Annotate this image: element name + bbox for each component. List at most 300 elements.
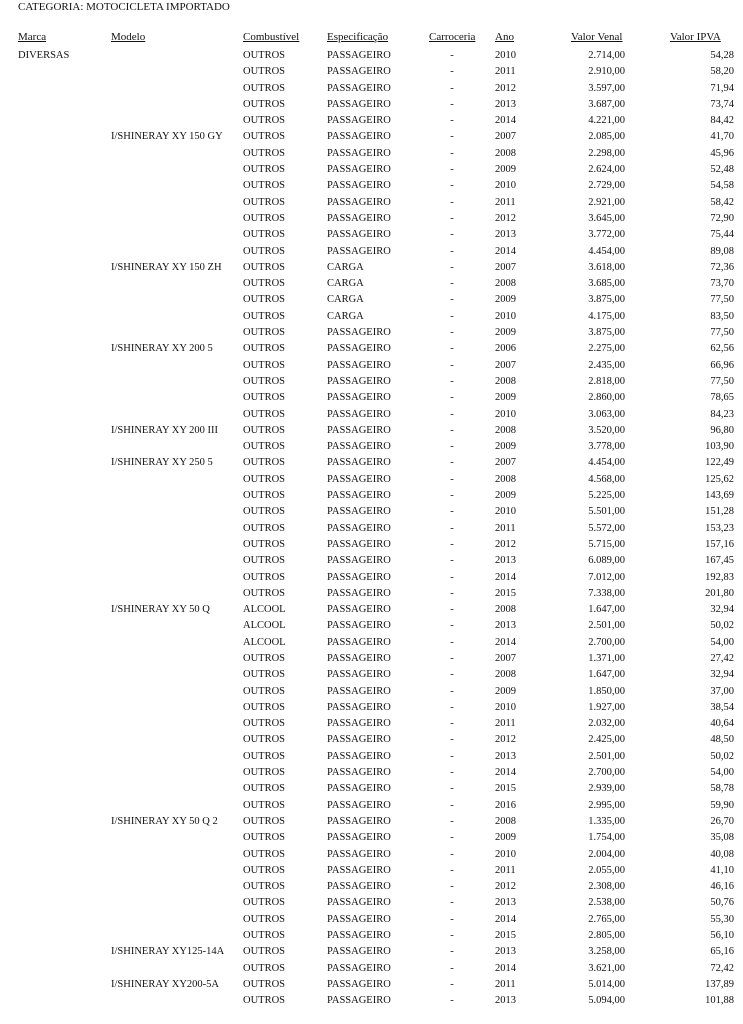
table-row xyxy=(0,635,743,651)
table-row xyxy=(0,618,743,634)
cell-carroceria: - xyxy=(450,734,454,746)
table-row xyxy=(0,895,743,911)
header-especificacao: Especificação xyxy=(327,31,389,43)
table-row xyxy=(0,602,743,618)
cell-especificacao: PASSAGEIRO xyxy=(327,881,391,893)
cell-valor-venal: 2.298,00 xyxy=(588,147,625,159)
cell-carroceria: - xyxy=(450,864,454,876)
cell-especificacao: PASSAGEIRO xyxy=(327,799,391,811)
header-carroceria: Carroceria xyxy=(429,31,476,43)
cell-especificacao: PASSAGEIRO xyxy=(327,930,391,942)
cell-valor-venal: 4.221,00 xyxy=(588,115,625,127)
cell-especificacao: PASSAGEIRO xyxy=(327,229,391,241)
cell-valor-venal: 1.754,00 xyxy=(588,832,625,844)
cell-valor-venal: 3.621,00 xyxy=(588,962,625,974)
cell-valor-ipva: 45,96 xyxy=(710,147,734,159)
cell-ano: 2010 xyxy=(495,701,516,713)
cell-valor-ipva: 72,42 xyxy=(710,962,734,974)
cell-carroceria: - xyxy=(450,359,454,371)
cell-combustivel: OUTROS xyxy=(243,767,286,779)
cell-carroceria: - xyxy=(450,327,454,339)
cell-carroceria: - xyxy=(450,261,454,273)
cell-valor-venal: 1.647,00 xyxy=(588,604,625,616)
cell-combustivel: OUTROS xyxy=(243,799,286,811)
cell-ano: 2013 xyxy=(495,98,516,110)
cell-valor-venal: 5.014,00 xyxy=(588,978,625,990)
cell-especificacao: CARGA xyxy=(327,278,364,290)
cell-carroceria: - xyxy=(450,881,454,893)
table-row xyxy=(0,993,743,1009)
cell-especificacao: PASSAGEIRO xyxy=(327,555,391,567)
table-row xyxy=(0,227,743,243)
cell-ano: 2013 xyxy=(495,897,516,909)
cell-especificacao: PASSAGEIRO xyxy=(327,832,391,844)
cell-valor-venal: 1.335,00 xyxy=(588,815,625,827)
cell-valor-venal: 2.435,00 xyxy=(588,359,625,371)
cell-carroceria: - xyxy=(450,815,454,827)
cell-valor-ipva: 54,58 xyxy=(710,180,734,192)
cell-especificacao: PASSAGEIRO xyxy=(327,767,391,779)
table-row xyxy=(0,667,743,683)
table-row xyxy=(0,439,743,455)
cell-carroceria: - xyxy=(450,783,454,795)
table-row xyxy=(0,537,743,553)
cell-carroceria: - xyxy=(450,848,454,860)
cell-especificacao: PASSAGEIRO xyxy=(327,506,391,518)
cell-especificacao: PASSAGEIRO xyxy=(327,343,391,355)
cell-combustivel: OUTROS xyxy=(243,995,286,1007)
cell-ano: 2012 xyxy=(495,82,516,94)
cell-valor-ipva: 137,89 xyxy=(705,978,734,990)
cell-especificacao: PASSAGEIRO xyxy=(327,571,391,583)
table-row xyxy=(0,586,743,602)
cell-carroceria: - xyxy=(450,995,454,1007)
cell-carroceria: - xyxy=(450,652,454,664)
cell-valor-venal: 2.085,00 xyxy=(588,131,625,143)
cell-valor-venal: 6.089,00 xyxy=(588,555,625,567)
table-row xyxy=(0,863,743,879)
cell-combustivel: OUTROS xyxy=(243,147,286,159)
cell-valor-ipva: 201,80 xyxy=(705,587,734,599)
cell-combustivel: OUTROS xyxy=(243,506,286,518)
cell-valor-ipva: 192,83 xyxy=(705,571,734,583)
cell-combustivel: OUTROS xyxy=(243,718,286,730)
cell-especificacao: PASSAGEIRO xyxy=(327,848,391,860)
cell-especificacao: PASSAGEIRO xyxy=(327,897,391,909)
table-row xyxy=(0,129,743,145)
cell-carroceria: - xyxy=(450,506,454,518)
cell-valor-ipva: 143,69 xyxy=(705,490,734,502)
cell-especificacao: PASSAGEIRO xyxy=(327,115,391,127)
table-row xyxy=(0,570,743,586)
cell-combustivel: OUTROS xyxy=(243,946,286,958)
cell-combustivel: OUTROS xyxy=(243,881,286,893)
cell-especificacao: PASSAGEIRO xyxy=(327,147,391,159)
cell-carroceria: - xyxy=(450,180,454,192)
cell-valor-venal: 3.520,00 xyxy=(588,424,625,436)
cell-carroceria: - xyxy=(450,82,454,94)
cell-combustivel: OUTROS xyxy=(243,734,286,746)
table-row xyxy=(0,651,743,667)
cell-carroceria: - xyxy=(450,946,454,958)
cell-especificacao: PASSAGEIRO xyxy=(327,718,391,730)
cell-valor-venal: 3.875,00 xyxy=(588,294,625,306)
cell-valor-ipva: 89,08 xyxy=(710,245,734,257)
cell-valor-venal: 2.729,00 xyxy=(588,180,625,192)
cell-valor-venal: 3.258,00 xyxy=(588,946,625,958)
cell-valor-venal: 2.700,00 xyxy=(588,767,625,779)
cell-ano: 2013 xyxy=(495,750,516,762)
table-row xyxy=(0,309,743,325)
cell-ano: 2011 xyxy=(495,66,516,78)
cell-ano: 2011 xyxy=(495,196,516,208)
cell-valor-ipva: 50,02 xyxy=(710,620,734,632)
cell-valor-ipva: 167,45 xyxy=(705,555,734,567)
table-row xyxy=(0,358,743,374)
cell-especificacao: PASSAGEIRO xyxy=(327,750,391,762)
cell-especificacao: PASSAGEIRO xyxy=(327,783,391,795)
cell-ano: 2008 xyxy=(495,147,516,159)
cell-valor-ipva: 77,50 xyxy=(710,375,734,387)
cell-valor-ipva: 65,16 xyxy=(710,946,734,958)
cell-carroceria: - xyxy=(450,473,454,485)
cell-modelo: I/SHINERAY XY 150 GY xyxy=(111,131,223,143)
cell-combustivel: OUTROS xyxy=(243,473,286,485)
cell-carroceria: - xyxy=(450,196,454,208)
cell-ano: 2014 xyxy=(495,245,516,257)
cell-combustivel: OUTROS xyxy=(243,375,286,387)
cell-valor-ipva: 32,94 xyxy=(710,669,734,681)
cell-especificacao: PASSAGEIRO xyxy=(327,652,391,664)
cell-ano: 2014 xyxy=(495,767,516,779)
cell-valor-venal: 5.572,00 xyxy=(588,522,625,534)
cell-especificacao: PASSAGEIRO xyxy=(327,701,391,713)
cell-valor-ipva: 26,70 xyxy=(710,815,734,827)
cell-carroceria: - xyxy=(450,913,454,925)
cell-combustivel: OUTROS xyxy=(243,245,286,257)
cell-combustivel: OUTROS xyxy=(243,815,286,827)
cell-modelo: I/SHINERAY XY 50 Q 2 xyxy=(111,815,218,827)
cell-valor-venal: 1.371,00 xyxy=(588,652,625,664)
cell-carroceria: - xyxy=(450,538,454,550)
cell-valor-venal: 2.501,00 xyxy=(588,620,625,632)
cell-ano: 2009 xyxy=(495,441,516,453)
cell-combustivel: ALCOOL xyxy=(243,604,286,616)
cell-combustivel: OUTROS xyxy=(243,98,286,110)
cell-combustivel: OUTROS xyxy=(243,848,286,860)
table-row xyxy=(0,521,743,537)
cell-especificacao: PASSAGEIRO xyxy=(327,50,391,61)
cell-ano: 2007 xyxy=(495,457,516,469)
cell-valor-ipva: 27,42 xyxy=(710,652,734,664)
cell-combustivel: OUTROS xyxy=(243,408,286,420)
cell-carroceria: - xyxy=(450,408,454,420)
cell-valor-venal: 2.700,00 xyxy=(588,636,625,648)
cell-valor-venal: 2.805,00 xyxy=(588,930,625,942)
cell-especificacao: PASSAGEIRO xyxy=(327,669,391,681)
cell-carroceria: - xyxy=(450,147,454,159)
cell-especificacao: CARGA xyxy=(327,294,364,306)
table-row xyxy=(0,749,743,765)
table-row xyxy=(0,162,743,178)
cell-valor-venal: 3.597,00 xyxy=(588,82,625,94)
cell-combustivel: OUTROS xyxy=(243,538,286,550)
cell-valor-venal: 2.032,00 xyxy=(588,718,625,730)
cell-carroceria: - xyxy=(450,978,454,990)
cell-valor-ipva: 37,00 xyxy=(710,685,734,697)
cell-carroceria: - xyxy=(450,750,454,762)
cell-combustivel: OUTROS xyxy=(243,359,286,371)
cell-ano: 2011 xyxy=(495,864,516,876)
cell-especificacao: PASSAGEIRO xyxy=(327,636,391,648)
cell-combustivel: OUTROS xyxy=(243,783,286,795)
table-row xyxy=(0,504,743,520)
cell-especificacao: CARGA xyxy=(327,261,364,273)
cell-carroceria: - xyxy=(450,571,454,583)
cell-ano: 2008 xyxy=(495,424,516,436)
cell-combustivel: OUTROS xyxy=(243,685,286,697)
table-row xyxy=(0,961,743,977)
cell-valor-venal: 2.624,00 xyxy=(588,164,625,176)
cell-especificacao: PASSAGEIRO xyxy=(327,815,391,827)
cell-valor-ipva: 59,90 xyxy=(710,799,734,811)
cell-ano: 2012 xyxy=(495,734,516,746)
cell-combustivel: OUTROS xyxy=(243,82,286,94)
cell-combustivel: OUTROS xyxy=(243,212,286,224)
cell-ano: 2009 xyxy=(495,164,516,176)
cell-valor-ipva: 101,88 xyxy=(705,995,734,1007)
cell-ano: 2014 xyxy=(495,636,516,648)
cell-carroceria: - xyxy=(450,701,454,713)
cell-combustivel: OUTROS xyxy=(243,180,286,192)
cell-ano: 2007 xyxy=(495,359,516,371)
cell-especificacao: PASSAGEIRO xyxy=(327,98,391,110)
table-row xyxy=(0,944,743,960)
cell-valor-venal: 3.875,00 xyxy=(588,327,625,339)
table-row xyxy=(0,847,743,863)
category-title: CATEGORIA: MOTOCICLETA IMPORTADO xyxy=(18,1,230,13)
cell-especificacao: PASSAGEIRO xyxy=(327,490,391,502)
cell-combustivel: OUTROS xyxy=(243,701,286,713)
cell-valor-venal: 4.454,00 xyxy=(588,245,625,257)
cell-valor-venal: 5.225,00 xyxy=(588,490,625,502)
cell-especificacao: PASSAGEIRO xyxy=(327,196,391,208)
cell-carroceria: - xyxy=(450,897,454,909)
cell-ano: 2013 xyxy=(495,995,516,1007)
cell-carroceria: - xyxy=(450,930,454,942)
table-row xyxy=(0,97,743,113)
table-row xyxy=(0,260,743,276)
cell-modelo: I/SHINERAY XY200-5A xyxy=(111,978,220,990)
cell-valor-ipva: 35,08 xyxy=(710,832,734,844)
cell-especificacao: PASSAGEIRO xyxy=(327,82,391,94)
cell-valor-ipva: 122,49 xyxy=(705,457,734,469)
cell-valor-ipva: 48,50 xyxy=(710,734,734,746)
table-row xyxy=(0,423,743,439)
table-row xyxy=(0,684,743,700)
cell-especificacao: PASSAGEIRO xyxy=(327,66,391,78)
table-row xyxy=(0,407,743,423)
cell-carroceria: - xyxy=(450,441,454,453)
cell-especificacao: PASSAGEIRO xyxy=(327,946,391,958)
cell-valor-ipva: 151,28 xyxy=(705,506,734,518)
cell-valor-venal: 7.338,00 xyxy=(588,587,625,599)
cell-combustivel: OUTROS xyxy=(243,555,286,567)
cell-valor-venal: 3.645,00 xyxy=(588,212,625,224)
cell-especificacao: PASSAGEIRO xyxy=(327,375,391,387)
cell-valor-venal: 4.175,00 xyxy=(588,310,625,322)
cell-combustivel: OUTROS xyxy=(243,343,286,355)
table-row xyxy=(0,64,743,80)
cell-valor-venal: 2.818,00 xyxy=(588,375,625,387)
cell-ano: 2013 xyxy=(495,555,516,567)
cell-ano: 2013 xyxy=(495,946,516,958)
cell-ano: 2008 xyxy=(495,815,516,827)
cell-valor-venal: 2.939,00 xyxy=(588,783,625,795)
cell-ano: 2015 xyxy=(495,930,516,942)
cell-valor-venal: 5.094,00 xyxy=(588,995,625,1007)
cell-ano: 2009 xyxy=(495,832,516,844)
cell-carroceria: - xyxy=(450,685,454,697)
cell-combustivel: OUTROS xyxy=(243,50,286,61)
cell-ano: 2010 xyxy=(495,408,516,420)
cell-valor-ipva: 73,70 xyxy=(710,278,734,290)
cell-modelo: I/SHINERAY XY125-14A xyxy=(111,946,225,958)
cell-combustivel: OUTROS xyxy=(243,962,286,974)
cell-combustivel: OUTROS xyxy=(243,115,286,127)
cell-valor-ipva: 103,90 xyxy=(705,441,734,453)
cell-carroceria: - xyxy=(450,669,454,681)
cell-valor-venal: 1.927,00 xyxy=(588,701,625,713)
cell-ano: 2015 xyxy=(495,783,516,795)
table-row xyxy=(0,700,743,716)
cell-especificacao: PASSAGEIRO xyxy=(327,995,391,1007)
cell-valor-venal: 2.538,00 xyxy=(588,897,625,909)
cell-especificacao: PASSAGEIRO xyxy=(327,604,391,616)
cell-especificacao: PASSAGEIRO xyxy=(327,962,391,974)
cell-valor-venal: 3.618,00 xyxy=(588,261,625,273)
cell-modelo: I/SHINERAY XY 250 5 xyxy=(111,457,213,469)
cell-ano: 2007 xyxy=(495,652,516,664)
cell-carroceria: - xyxy=(450,115,454,127)
cell-carroceria: - xyxy=(450,522,454,534)
cell-ano: 2016 xyxy=(495,799,516,811)
cell-carroceria: - xyxy=(450,66,454,78)
cell-carroceria: - xyxy=(450,278,454,290)
cell-especificacao: PASSAGEIRO xyxy=(327,180,391,192)
table-row xyxy=(0,390,743,406)
cell-valor-ipva: 52,48 xyxy=(710,164,734,176)
cell-combustivel: OUTROS xyxy=(243,864,286,876)
cell-ano: 2011 xyxy=(495,522,516,534)
cell-especificacao: PASSAGEIRO xyxy=(327,408,391,420)
cell-combustivel: OUTROS xyxy=(243,424,286,436)
cell-valor-ipva: 38,54 xyxy=(710,701,734,713)
cell-valor-ipva: 71,94 xyxy=(710,82,734,94)
cell-ano: 2012 xyxy=(495,538,516,550)
cell-ano: 2011 xyxy=(495,978,516,990)
cell-valor-ipva: 83,50 xyxy=(710,310,734,322)
cell-valor-venal: 4.454,00 xyxy=(588,457,625,469)
cell-valor-ipva: 46,16 xyxy=(710,881,734,893)
cell-valor-ipva: 40,08 xyxy=(710,848,734,860)
cell-ano: 2010 xyxy=(495,50,516,61)
table-row xyxy=(0,276,743,292)
cell-carroceria: - xyxy=(450,555,454,567)
cell-valor-venal: 2.004,00 xyxy=(588,848,625,860)
table-row xyxy=(0,488,743,504)
cell-valor-venal: 5.501,00 xyxy=(588,506,625,518)
cell-valor-venal: 3.685,00 xyxy=(588,278,625,290)
cell-carroceria: - xyxy=(450,245,454,257)
table-row xyxy=(0,325,743,341)
cell-valor-ipva: 32,94 xyxy=(710,604,734,616)
cell-carroceria: - xyxy=(450,620,454,632)
header-modelo: Modelo xyxy=(111,31,146,43)
table-row xyxy=(0,732,743,748)
cell-combustivel: OUTROS xyxy=(243,587,286,599)
table-row xyxy=(0,146,743,162)
cell-valor-venal: 1.850,00 xyxy=(588,685,625,697)
cell-carroceria: - xyxy=(450,424,454,436)
cell-carroceria: - xyxy=(450,587,454,599)
cell-valor-venal: 2.910,00 xyxy=(588,66,625,78)
cell-carroceria: - xyxy=(450,343,454,355)
cell-modelo: I/SHINERAY XY 200 III xyxy=(111,424,219,436)
cell-ano: 2009 xyxy=(495,327,516,339)
cell-ano: 2006 xyxy=(495,343,516,355)
cell-ano: 2011 xyxy=(495,718,516,730)
table-row xyxy=(0,781,743,797)
cell-ano: 2007 xyxy=(495,131,516,143)
cell-ano: 2010 xyxy=(495,180,516,192)
cell-valor-ipva: 66,96 xyxy=(710,359,734,371)
cell-valor-ipva: 96,80 xyxy=(710,424,734,436)
cell-valor-ipva: 84,23 xyxy=(710,408,734,420)
cell-valor-venal: 2.425,00 xyxy=(588,734,625,746)
cell-valor-venal: 7.012,00 xyxy=(588,571,625,583)
table-row xyxy=(0,292,743,308)
cell-especificacao: PASSAGEIRO xyxy=(327,587,391,599)
table-row xyxy=(0,814,743,830)
header-combustivel: Combustível xyxy=(243,31,300,43)
cell-combustivel: OUTROS xyxy=(243,278,286,290)
cell-ano: 2014 xyxy=(495,115,516,127)
header-ano: Ano xyxy=(495,31,514,43)
cell-valor-venal: 2.308,00 xyxy=(588,881,625,893)
cell-valor-ipva: 54,00 xyxy=(710,767,734,779)
cell-especificacao: PASSAGEIRO xyxy=(327,538,391,550)
cell-ano: 2009 xyxy=(495,392,516,404)
cell-valor-venal: 2.860,00 xyxy=(588,392,625,404)
cell-valor-venal: 2.501,00 xyxy=(588,750,625,762)
cell-valor-venal: 2.995,00 xyxy=(588,799,625,811)
cell-especificacao: PASSAGEIRO xyxy=(327,864,391,876)
table-row xyxy=(0,455,743,471)
cell-especificacao: PASSAGEIRO xyxy=(327,359,391,371)
table-row xyxy=(0,928,743,944)
cell-carroceria: - xyxy=(450,50,454,61)
cell-valor-ipva: 54,00 xyxy=(710,636,734,648)
cell-valor-ipva: 62,56 xyxy=(710,343,734,355)
cell-valor-ipva: 58,78 xyxy=(710,783,734,795)
cell-ano: 2008 xyxy=(495,375,516,387)
cell-combustivel: OUTROS xyxy=(243,930,286,942)
cell-valor-ipva: 84,42 xyxy=(710,115,734,127)
cell-valor-venal: 2.055,00 xyxy=(588,864,625,876)
cell-valor-ipva: 55,30 xyxy=(710,913,734,925)
cell-valor-ipva: 41,70 xyxy=(710,131,734,143)
